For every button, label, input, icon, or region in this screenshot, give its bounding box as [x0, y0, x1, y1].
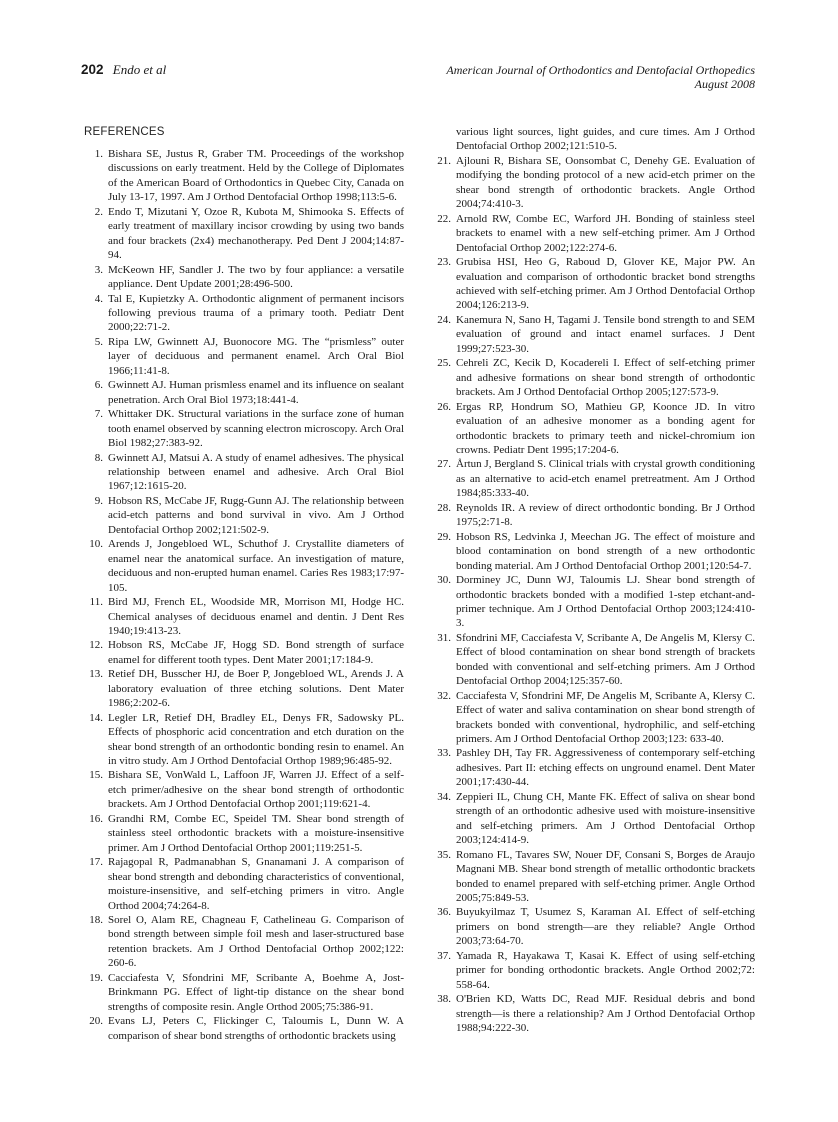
reference-number: 38.	[437, 993, 451, 1006]
reference-number: 27.	[437, 458, 451, 471]
reference-text: Hobson RS, McCabe JF, Hogg SD. Bond strength of surface enamel for different tooth types. Dent Mater 2001;17:184-9.	[108, 639, 404, 666]
reference-text: Evans LJ, Peters C, Flickinger C, Taloumis L, Dunn W. A comparison of shear bond strengths of orthodontic brackets using	[108, 1015, 404, 1042]
reference-text: Endo T, Mizutani Y, Ozoe R, Kubota M, Shimooka S. Effects of early treatment of maxillary incisor crowding by using two bands and four brackets (2x4) mechanotherapy. Ped Dent J 2004;14:87-94.	[108, 205, 404, 262]
reference-item	[89, 263, 404, 292]
reference-number: 37.	[437, 949, 451, 962]
reference-item	[437, 154, 755, 212]
reference-text: Gwinnett AJ, Matsui A. A study of enamel adhesives. The physical relationship between enamel and adhesive. Arch Oral Biol 1967;12:1615-20.	[108, 451, 404, 493]
reference-item	[437, 631, 755, 689]
reference-number: 33.	[437, 747, 451, 760]
reference-text: Tal E, Kupietzky A. Orthodontic alignment of permanent incisors following previous trauma of a primary tooth. Pediatr Dent 2000;22:71-2.	[108, 292, 404, 334]
reference-item	[89, 638, 404, 667]
reference-number: 31.	[437, 631, 451, 644]
reference-item	[437, 501, 755, 530]
reference-number: 18.	[89, 914, 103, 927]
reference-text: Buyukyilmaz T, Usumez S, Karaman AI. Effect of self-etching primers on bond strength—are they reliable? Angle Orthod 2003;73:64-70.	[456, 906, 755, 948]
reference-text: Cacciafesta V, Sfondrini MF, Scribante A, Boehme A, Jost-Brinkmann PG. Effect of light-tip distance on the shear bond strengths of composite resin. Angle Orthod 2005;75:386-91.	[108, 971, 404, 1013]
reference-number: 23.	[437, 256, 451, 269]
reference-text: Cehreli ZC, Kecik D, Kocadereli I. Effect of self-etching primer and adhesive formations on shear bond strength of orthodontic brackets. Am J Orthod Dentofacial Orthop 2005;127:573-9.	[456, 357, 755, 399]
reference-text: Hobson RS, Ledvinka J, Meechan JG. The effect of moisture and blood contamination on bond strength of a new orthodontic bonding material. Am J Orthod Dentofacial Orthop 2001;120:54-7.	[456, 530, 755, 572]
reference-item	[89, 537, 404, 595]
reference-text: Yamada R, Hayakawa T, Kasai K. Effect of using self-etching primer for bonding orthodontic brackets. Angle Orthod 2002;72: 558-64.	[456, 949, 755, 991]
reference-text: Legler LR, Retief DH, Bradley EL, Denys FR, Sadowsky PL. Effects of phosphoric acid concentration and etch duration on the shear bond strength of an orthodontic bonding resin to enamel. An in vitro study. Am J Orthod Dentofacial Orthop 1989;96:485-92.	[108, 711, 404, 768]
page-number: 202	[81, 62, 104, 77]
reference-item	[89, 768, 404, 811]
reference-text: Cacciafesta V, Sfondrini MF, De Angelis M, Scribante A, Klersy C. Effect of water and saliva contamination on shear bond strength of brackets bonded with conventional, hydrophilic, and self-etching primers. Am J Orthod Dentofacial Orthop 2003;123: 633-40.	[456, 689, 755, 746]
reference-item	[437, 457, 755, 500]
reference-item	[437, 400, 755, 458]
reference-number: 22.	[437, 212, 451, 225]
reference-number: 24.	[437, 313, 451, 326]
reference-number: 13.	[89, 668, 103, 681]
reference-text: Rajagopal R, Padmanabhan S, Gnanamani J. A comparison of shear bond strength and debonding characteristics of conventional, moisture-insensitive, and self-etching primers in vitro. Angle Orthod 2004;74:264-8.	[108, 856, 404, 912]
running-header-right	[446, 63, 755, 91]
reference-item	[437, 212, 755, 255]
reference-text: Arends J, Jongebloed WL, Schuthof J. Crystallite diameters of enamel near the anatomical surface. An investigation of mature, deciduous and non-erupted human enamel. Caries Res 1983;17:97-105.	[108, 538, 404, 594]
reference-text: Dorminey JC, Dunn WJ, Taloumis LJ. Shear bond strength of orthodontic brackets bonded with a modified 1-step etchant-and-primer technique. Am J Orthod Dentofacial Orthop 2003;124:410-3.	[456, 574, 755, 630]
reference-item	[437, 530, 755, 573]
reference-number: 25.	[437, 357, 451, 370]
reference-number: 7.	[94, 408, 103, 421]
reference-item	[89, 494, 404, 537]
reference-text: Hobson RS, McCabe JF, Rugg-Gunn AJ. The relationship between acid-etch patterns and bond survival in vivo. Am J Orthod Dentofacial Orthop 2002;121:502-9.	[108, 494, 404, 536]
reference-item	[437, 949, 755, 992]
reference-number: 9.	[94, 494, 103, 507]
reference-number: 4.	[94, 292, 103, 305]
reference-text: Bishara SE, VonWald L, Laffoon JF, Warren JJ. Effect of a self-etch primer/adhesive on the shear bond strength of orthodontic brackets. Am J Orthod Dentofacial Orthop 2001;119:621-4.	[108, 769, 404, 811]
journal-name: American Journal of Orthodontics and Dentofacial Orthopedics	[446, 63, 755, 77]
reference-number: 5.	[94, 335, 103, 348]
reference-number: 11.	[89, 596, 103, 609]
reference-text: Årtun J, Bergland S. Clinical trials with crystal growth conditioning as an alternative to acid-etch enamel pretreatment. Am J Orthod 1984;85:333-40.	[456, 458, 755, 500]
reference-number: 26.	[437, 400, 451, 413]
reference-text: Arnold RW, Combe EC, Warford JH. Bonding of stainless steel brackets to enamel with a new self-etching primer. Am J Orthod Dentofacial Orthop 2002;122:274-6.	[456, 212, 755, 254]
reference-item	[89, 595, 404, 638]
reference-text: Retief DH, Busscher HJ, de Boer P, Jongebloed WL, Arends J. A laboratory evaluation of three etching solutions. Dent Mater 1986;2:202-6.	[108, 668, 404, 710]
reference-text: Bishara SE, Justus R, Graber TM. Proceedings of the workshop discussions on early treatment. Held by the College of Diplomates of the American Board of Orthodontics in Quebec City, Canada on July 13-17, 1997. Am J Orthod Dentofacial Orthop 1998;113:5-6.	[108, 148, 404, 204]
references-heading: REFERENCES	[84, 126, 165, 138]
running-header-left	[81, 62, 166, 78]
reference-text: Grandhi RM, Combe EC, Speidel TM. Shear bond strength of stainless steel orthodontic brackets with a moisture-insensitive primer. Am J Orthod Dentofacial Orthop 2001;119:251-5.	[108, 812, 404, 854]
reference-number: 28.	[437, 501, 451, 514]
reference-number: 16.	[89, 812, 103, 825]
reference-number: 10.	[89, 538, 103, 551]
reference-text: Reynolds IR. A review of direct orthodontic bonding. Br J Orthod 1975;2:71-8.	[456, 501, 755, 529]
reference-item	[437, 573, 755, 631]
reference-text: Zeppieri IL, Chung CH, Mante FK. Effect of saliva on shear bond strength of an orthodontic adhesive used with moisture-insensitive and self-etching primers. Am J Orthod Dentofacial Orthop 2003;124:414-9.	[456, 790, 755, 847]
reference-text: Gwinnett AJ. Human prismless enamel and its influence on sealant penetration. Arch Oral Biol 1973;18:441-4.	[108, 379, 404, 406]
reference-item	[89, 407, 404, 450]
reference-item	[89, 667, 404, 710]
reference-text: Sorel O, Alam RE, Chagneau F, Cathelineau G. Comparison of bond strength between simple foil mesh and laser-structured base retention brackets. Am J Orthod Dentofacial Orthop 2002;122: 260-6.	[108, 914, 404, 970]
reference-text: Sfondrini MF, Cacciafesta V, Scribante A, De Angelis M, Klersy C. Effect of blood contamination on shear bond strength of brackets bonded with conventional and self-etching primers. Am J Orthod Dentofacial Orthop 2004;125:357-60.	[456, 631, 755, 688]
reference-number: 17.	[89, 856, 103, 869]
reference-item	[89, 913, 404, 971]
reference-number: 30.	[437, 574, 451, 587]
reference-20-continuation: various light sources, light guides, and cure times. Am J Orthod Dentofacial Orthop 2002;121:510-5.	[456, 126, 755, 153]
reference-number: 35.	[437, 848, 451, 861]
reference-item	[89, 711, 404, 769]
reference-number: 6.	[94, 379, 103, 392]
reference-text: Ergas RP, Hondrum SO, Mathieu GP, Koonce JD. In vitro evaluation of an adhesive monomer as a bonding agent for orthodontic brackets to primary teeth and nickel-chromium ion crowns. Pediatr Dent 1995;17:204-6.	[456, 400, 755, 456]
reference-item	[89, 812, 404, 855]
reference-number: 12.	[89, 639, 103, 652]
reference-item	[437, 255, 755, 313]
reference-text: O'Brien KD, Watts DC, Read MJF. Residual debris and bond strength—is there a relationship? Am J Orthod Dentofacial Orthop 1988;94:222-30.	[456, 993, 755, 1035]
reference-number: 2.	[94, 205, 103, 218]
reference-item	[437, 746, 755, 789]
reference-item	[437, 992, 755, 1035]
reference-text: Pashley DH, Tay FR. Aggressiveness of contemporary self-etching adhesives. Part II: etching effects on unground enamel. Dent Mater 2001;17:430-44.	[456, 747, 755, 789]
reference-number: 34.	[437, 790, 451, 803]
reference-item	[437, 790, 755, 848]
reference-number: 3.	[94, 263, 103, 276]
reference-item	[437, 905, 755, 948]
issue-date: August 2008	[694, 77, 755, 91]
reference-text: Bird MJ, French EL, Woodside MR, Morrison MI, Hodge HC. Chemical analyses of deciduous enamel and dentin. J Dent Res 1940;19:413-23.	[108, 596, 404, 637]
reference-item	[437, 356, 755, 399]
reference-number: 19.	[89, 971, 103, 984]
running-authors: Endo et al	[112, 62, 167, 77]
reference-item	[89, 378, 404, 407]
reference-number: 8.	[94, 451, 103, 464]
reference-number: 20.	[89, 1015, 103, 1028]
reference-item	[89, 971, 404, 1014]
reference-number: 36.	[437, 906, 451, 919]
reference-item	[89, 147, 404, 205]
references-left-column	[89, 147, 404, 1043]
reference-number: 15.	[89, 769, 103, 782]
reference-number: 29.	[437, 530, 451, 543]
reference-item	[437, 848, 755, 906]
reference-text: Kanemura N, Sano H, Tagami J. Tensile bond strength to and SEM evaluation of ground and intact enamel surfaces. J Dent 1999;27:523-30.	[456, 313, 755, 355]
reference-text: Whittaker DK. Structural variations in the surface zone of human tooth enamel observed by scanning electron microscopy. Arch Oral Biol 1982;27:383-92.	[108, 408, 404, 450]
reference-item	[437, 689, 755, 747]
reference-item	[89, 205, 404, 263]
reference-item	[89, 1014, 404, 1043]
reference-text: McKeown HF, Sandler J. The two by four appliance: a versatile appliance. Dent Update 2001;28:496-500.	[108, 263, 404, 291]
reference-text: Ajlouni R, Bishara SE, Oonsombat C, Denehy GE. Evaluation of modifying the bonding protocol of a new acid-etch primer on the shear bond strength of orthodontic brackets. Angle Orthod 2004;74:410-3.	[456, 154, 755, 211]
reference-item	[89, 335, 404, 378]
references-right-column	[437, 125, 755, 1036]
reference-item	[89, 855, 404, 913]
reference-text: Romano FL, Tavares SW, Nouer DF, Consani S, Borges de Araujo Magnani MB. Shear bond strength of metallic orthodontic brackets bonded to enamel prepared with self-etching primer. Angle Orthod 2005;75:849-53.	[456, 848, 755, 905]
reference-item	[89, 292, 404, 335]
reference-text: Ripa LW, Gwinnett AJ, Buonocore MG. The “prismless” outer layer of deciduous and permanent enamel. Arch Oral Biol 1966;11:41-8.	[108, 335, 404, 377]
reference-text: Grubisa HSI, Heo G, Raboud D, Glover KE, Major PW. An evaluation and comparison of orthodontic bracket bond strengths achieved with self-etching primer. Am J Orthod Dentofacial Orthop 2004;126:213-9.	[456, 256, 755, 312]
reference-number: 32.	[437, 689, 451, 702]
reference-number: 14.	[89, 711, 103, 724]
reference-number: 1.	[94, 148, 103, 160]
reference-number: 21.	[437, 154, 451, 167]
reference-item	[437, 313, 755, 356]
reference-item	[89, 451, 404, 494]
